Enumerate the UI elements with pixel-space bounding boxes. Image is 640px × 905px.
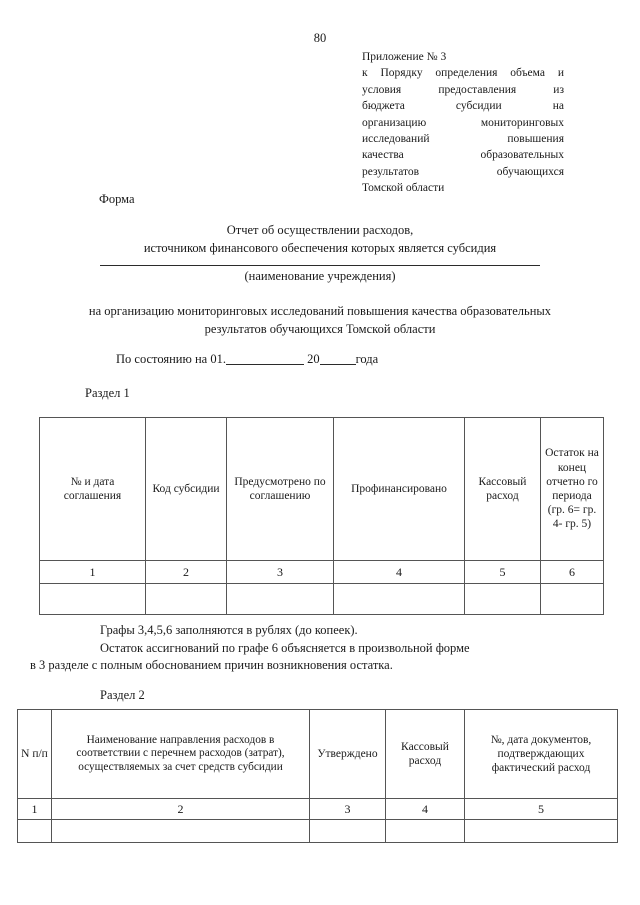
s2-cell-4[interactable] [386,820,465,843]
notes-paragraph [30,622,610,675]
section-1-table [39,417,604,615]
appendix-header-line-2: к Порядку определения объема и [362,67,564,80]
notes-line-2: Остаток ассигнований по графе 6 объясняется в произвольной форме [100,640,470,655]
s2-header-col-5: №, дата документов, подтверждающих фактический расход [465,710,618,799]
appendix-header-line-6: исследований повышения [362,133,564,146]
table-header-row [40,418,604,561]
s2-colnum-2: 2 [52,799,310,820]
purpose-line-2: результатов обучающихся Томской области [204,321,436,336]
s1-colnum-4: 4 [334,561,465,584]
s1-header-col-6: Остаток на конец отчетно го периода (гр. 6= гр. 4- гр. 5) [541,418,604,561]
purpose-paragraph [35,303,605,338]
s1-colnum-3: 3 [227,561,334,584]
s2-cell-1[interactable] [18,820,52,843]
appendix-header [362,49,564,197]
s2-header-col-1: N п/п [18,710,52,799]
notes-line-3: в 3 разделе с полным обоснованием причин возникновения остатка. [30,658,393,672]
s1-cell-2[interactable] [146,584,227,615]
as-of-month-blank[interactable] [226,364,304,365]
s2-header-col-2: Наименование направления расходов в соответствии с перечнем расходов (затрат), осуществляемых за счет средств субсидии [52,710,310,799]
section-2-table [17,709,618,843]
appendix-header-line-9: Томской области [362,182,445,195]
table-column-number-row [40,561,604,584]
form-label: Форма [99,192,135,206]
as-of-prefix: По состоянию на 01. [116,352,226,366]
as-of-year-prefix: 20 [307,352,320,366]
s1-colnum-2: 2 [146,561,227,584]
table-column-number-row [18,799,618,820]
table-row [18,820,618,843]
appendix-header-line-5: организацию мониторинговых [362,116,564,129]
s1-cell-5[interactable] [465,584,541,615]
s2-colnum-1: 1 [18,799,52,820]
s1-header-col-2: Код субсидии [146,418,227,561]
s2-header-col-3: Утверждено [310,710,386,799]
s1-cell-3[interactable] [227,584,334,615]
as-of-date-line [116,351,378,367]
s1-cell-6[interactable] [541,584,604,615]
s2-header-col-4: Кассовый расход [386,710,465,799]
table-header-row [18,710,618,799]
appendix-header-line-7: качества образовательных [362,149,564,162]
report-title-line-2: источником финансового обеспечения которых является субсидия [143,241,497,255]
as-of-year-blank[interactable] [320,364,356,365]
section-2-label: Раздел 2 [100,688,145,702]
s1-cell-1[interactable] [40,584,146,615]
appendix-header-line-4: бюджета субсидии на [362,100,564,113]
purpose-line-1: на организацию мониторинговых исследований повышения качества образовательных [88,304,552,318]
s2-cell-5[interactable] [465,820,618,843]
s1-cell-4[interactable] [334,584,465,615]
s1-header-col-3: Предусмотрено по соглашению [227,418,334,561]
s2-colnum-5: 5 [465,799,618,820]
s1-header-col-1: № и дата соглашения [40,418,146,561]
table-row [40,584,604,615]
institution-name-caption: (наименование учреждения) [244,269,396,283]
section-1-label: Раздел 1 [85,386,130,400]
institution-name-rule [100,265,540,266]
s2-cell-3[interactable] [310,820,386,843]
s1-colnum-5: 5 [465,561,541,584]
appendix-header-line-8: результатов обучающихся [362,165,564,178]
s1-colnum-1: 1 [40,561,146,584]
appendix-header-line-3: условия предоставления из [362,83,564,96]
s1-header-col-4: Профинансировано [334,418,465,561]
s2-cell-2[interactable] [52,820,310,843]
report-title-line-1: Отчет об осуществлении расходов, [226,223,414,237]
s1-colnum-6: 6 [541,561,604,584]
page-number: 80 [313,31,327,45]
appendix-header-line-1: Приложение № 3 [362,51,447,63]
report-title [40,221,600,257]
s2-colnum-4: 4 [386,799,465,820]
notes-line-1: Графы 3,4,5,6 заполняются в рублях (до копеек). [100,623,358,637]
s2-colnum-3: 3 [310,799,386,820]
as-of-suffix: года [355,352,379,366]
s1-header-col-5: Кассовый расход [465,418,541,561]
